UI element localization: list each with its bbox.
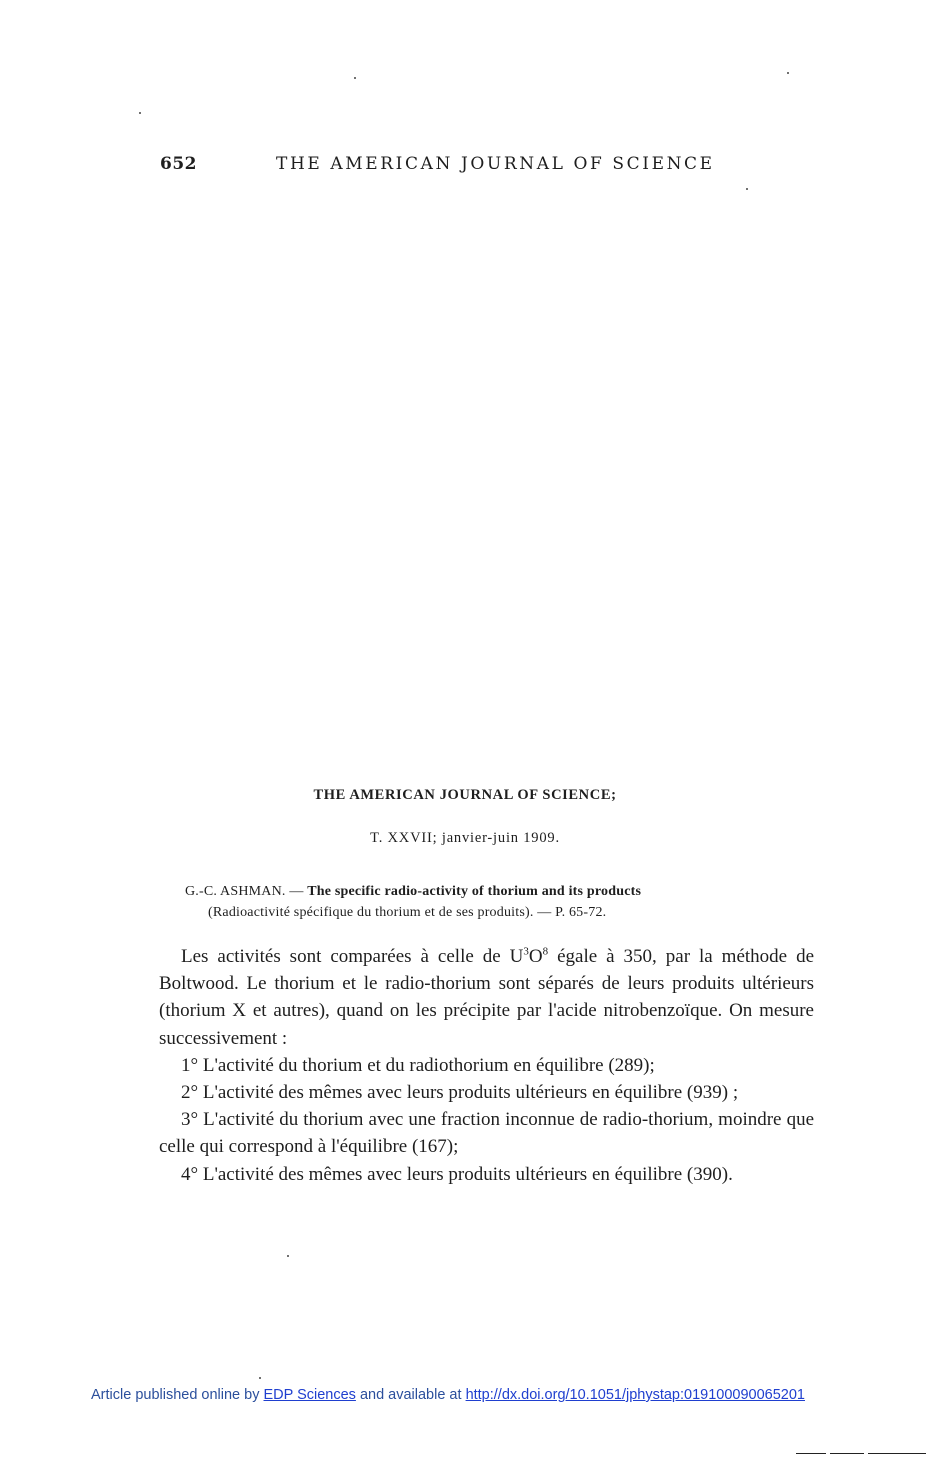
measurement-item-3: 3° L'activité du thorium avec une fraction inconnue de radio-thorium, moindre que celle qui correspond à l'équilibre (167); (159, 1109, 814, 1158)
citation-title-french: (Radioactivité spécifique du thorium et de ses produits). (208, 905, 534, 920)
measurement-item-2: 2° L'activité des mêmes avec leurs produits ultérieurs en équilibre (939) ; (181, 1082, 739, 1104)
doi-link[interactable]: http://dx.doi.org/10.1051/jphystap:019100090065201 (465, 1387, 805, 1403)
intro-paragraph (159, 943, 814, 1052)
scan-speck (259, 1377, 261, 1379)
measurement-item-4: 4° L'activité des mêmes avec leurs produits ultérieurs en équilibre (390). (181, 1163, 733, 1185)
page-number: 652 (160, 154, 197, 174)
intro-text-start: Les activités sont comparées à celle de U (181, 946, 524, 967)
footer-middle: and available at (355, 1387, 466, 1403)
scan-speck (787, 72, 789, 74)
scan-edge-rule (796, 1453, 826, 1454)
scan-speck (287, 1255, 289, 1257)
citation-dash: — (285, 884, 308, 899)
scan-speck (746, 188, 748, 190)
measurement-item-1: 1° L'activité du thorium et du radiothorium en équilibre (289); (181, 1054, 655, 1076)
publication-footer (0, 1387, 896, 1403)
citation-second-line (185, 902, 785, 923)
formula-subscript-8: 8 (542, 945, 549, 958)
intro-text-end: égale à 350, par la méthode de Boltwood. Le thorium et le radio-thorium sont séparés de leurs produits ultérieurs (thorium X et autres), quand on les précipite par l'acide nitrobenzoïque. On mesure successivement : (159, 946, 815, 1049)
citation-author: G.-C. ASHMAN. (185, 884, 286, 899)
scan-edge-rule (830, 1453, 864, 1454)
section-title: THE AMERICAN JOURNAL OF SCIENCE; (313, 787, 617, 803)
formula-oxygen: O (528, 946, 543, 967)
article-body (159, 943, 814, 1188)
volume-line: T. XXVII; janvier-juin 1909. (370, 830, 560, 846)
citation-pages: — P. 65-72. (533, 905, 607, 920)
publisher-link[interactable]: EDP Sciences (263, 1387, 356, 1403)
formula-subscript-3: 3 (523, 945, 529, 958)
citation-title-english: The specific radio-activity of thorium and its products (307, 884, 642, 899)
scan-edge-rule (868, 1453, 926, 1454)
article-citation (185, 881, 785, 923)
scan-speck (354, 77, 356, 79)
running-head: THE AMERICAN JOURNAL OF SCIENCE (276, 154, 715, 174)
scan-speck (139, 112, 141, 114)
footer-prefix: Article published online by (91, 1387, 264, 1403)
